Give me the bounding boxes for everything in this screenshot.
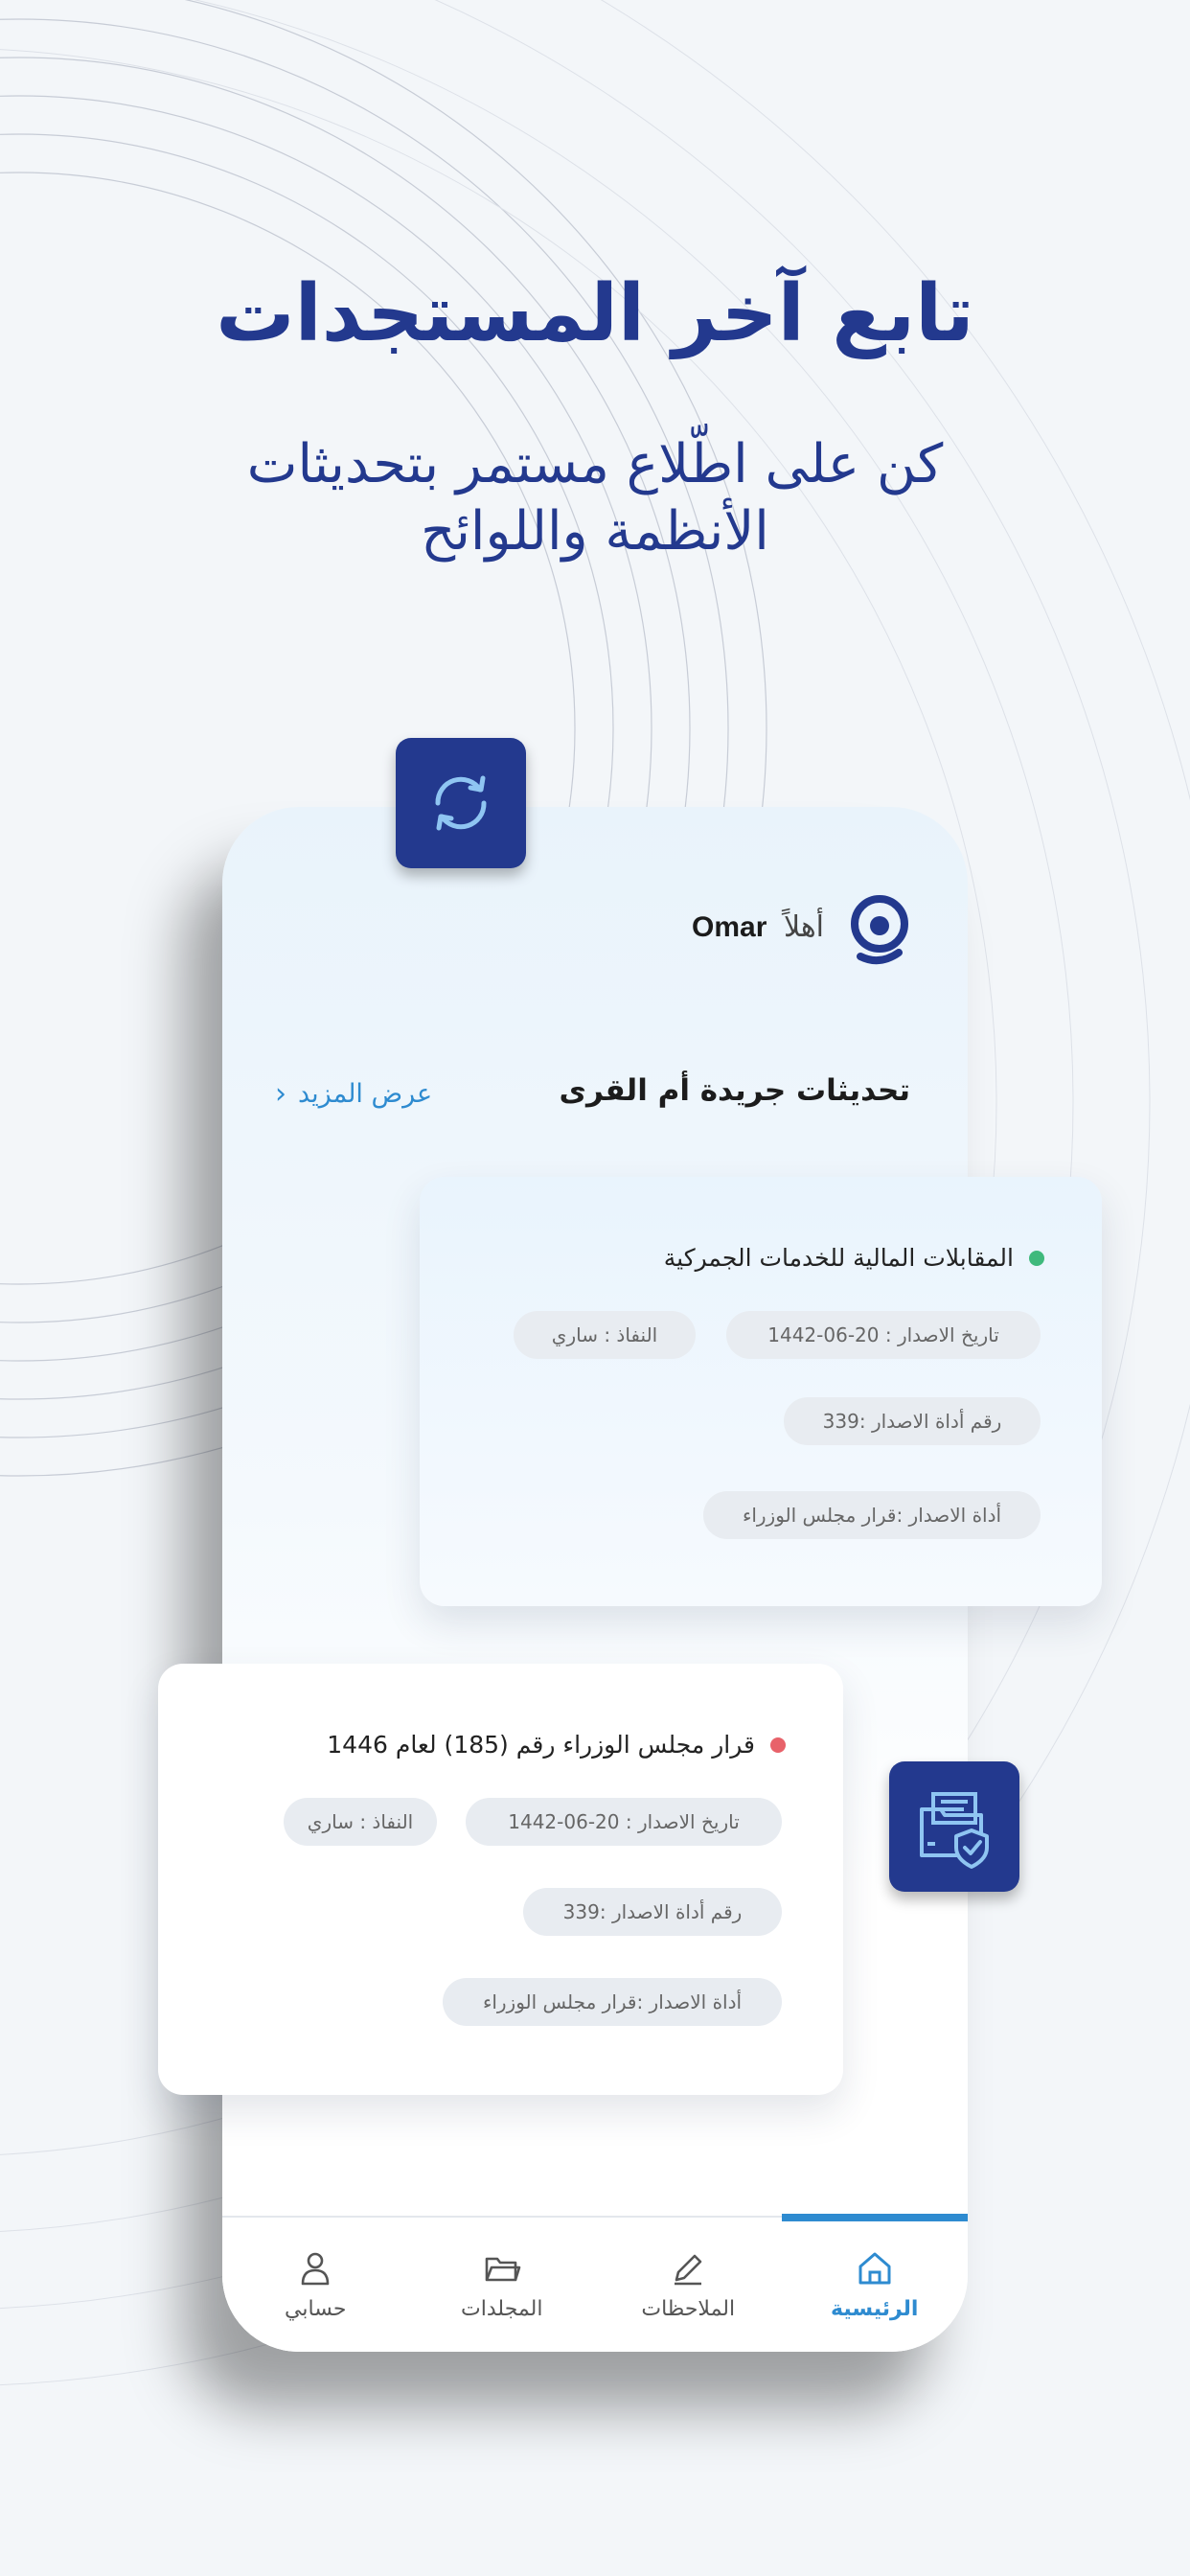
update-card-1[interactable] [420, 1177, 1102, 1606]
tab-home-label: الرئيسية [831, 2296, 919, 2321]
status-dot [770, 1737, 786, 1753]
tab-folders-label: المجلدات [461, 2296, 543, 2321]
issue-date-pill: تاريخ الاصدار : 20-06-1442 [726, 1311, 1041, 1359]
tool-pill: أداة الاصدار :قرار مجلس الوزراء [443, 1978, 782, 2026]
greeting-prefix: أهلاً [783, 910, 824, 944]
pen-icon [669, 2249, 707, 2288]
user-name: Omar [692, 911, 767, 943]
see-more-label: عرض المزيد [298, 1079, 433, 1109]
tool-number-pill: رقم أداة الاصدار :339 [523, 1888, 782, 1936]
update-card-2[interactable] [158, 1664, 843, 2095]
card-2-title: قرار مجلس الوزراء رقم (185) لعام 1446 [327, 1731, 755, 1759]
secure-folder-icon [908, 1781, 1000, 1873]
secure-folder-icon-tile [889, 1761, 1019, 1892]
tab-account[interactable] [222, 2218, 409, 2352]
tool-number-pill: رقم أداة الاصدار :339 [784, 1397, 1041, 1445]
subtitle: كن على اطّلاع مستمر بتحديثات الأنظمة واللوائح [246, 433, 944, 563]
tab-home[interactable] [782, 2218, 969, 2352]
tab-notes-label: الملاحظات [641, 2296, 736, 2321]
bottom-tab-bar [222, 2216, 968, 2352]
folder-icon [483, 2249, 521, 2288]
tool-pill: أداة الاصدار :قرار مجلس الوزراء [703, 1491, 1041, 1539]
tab-folders[interactable] [409, 2218, 596, 2352]
home-icon [856, 2249, 894, 2288]
refresh-icon-tile [396, 738, 526, 868]
user-icon [296, 2249, 334, 2288]
tab-account-label: حسابي [285, 2296, 347, 2321]
card-1-title-row [664, 1244, 1044, 1272]
headline: تابع آخر المستجدات [216, 268, 974, 359]
app-logo-icon [849, 893, 910, 966]
chevron-left-icon: ‹ [275, 1077, 286, 1111]
issue-date-pill: تاريخ الاصدار : 20-06-1442 [466, 1798, 782, 1846]
card-1-title: المقابلات المالية للخدمات الجمركية [663, 1244, 1014, 1272]
card-2-title-row [327, 1731, 786, 1759]
section-title: تحديثات جريدة أم القرى [559, 1073, 910, 1108]
greeting [692, 910, 824, 944]
enforcement-pill: النفاذ : ساري [514, 1311, 696, 1359]
refresh-icon [421, 763, 501, 843]
tab-notes[interactable] [595, 2218, 782, 2352]
see-more-link[interactable] [275, 1077, 432, 1111]
enforcement-pill: النفاذ : ساري [284, 1798, 437, 1846]
status-dot [1029, 1251, 1044, 1266]
